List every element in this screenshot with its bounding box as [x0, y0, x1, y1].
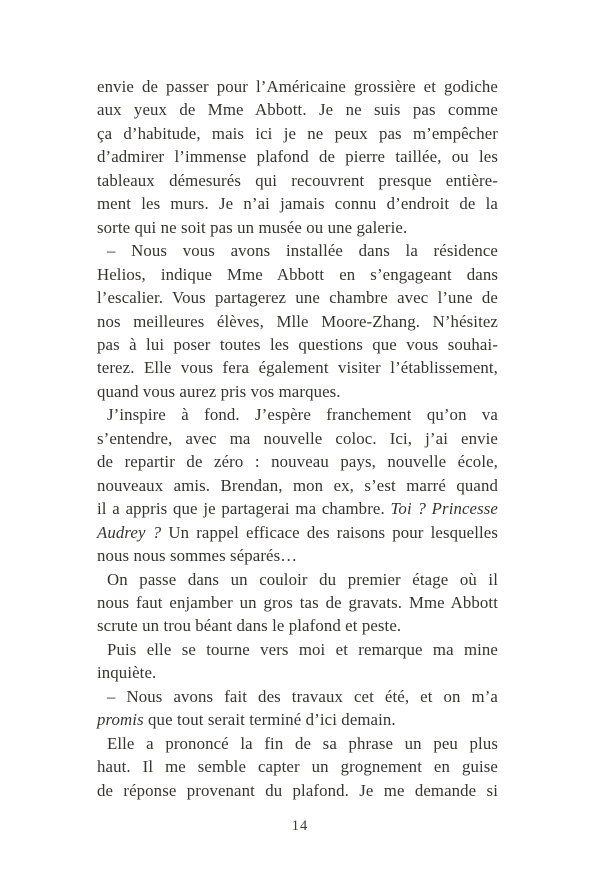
text-line — [97, 591, 498, 614]
text-segment: tableaux démesurés qui recouvrent presque entière- — [97, 170, 498, 190]
italic-text-segment: Toi ? Princesse — [390, 499, 498, 519]
text-line — [97, 755, 498, 778]
text-segment: aux yeux de Mme Abbott. Je ne suis pas comme — [97, 100, 498, 120]
text-line — [97, 497, 498, 520]
text-line — [97, 661, 498, 684]
text-line — [97, 403, 498, 426]
text-line — [97, 192, 498, 215]
text-segment: quand vous aurez pris vos marques. — [97, 381, 341, 401]
text-segment: sorte qui ne soit pas un musée ou une galerie. — [97, 217, 408, 237]
text-segment: On passe dans un couloir du premier étage où il — [107, 569, 498, 589]
text-segment: nous faut enjamber un gros tas de gravats. Mme Abbott — [97, 592, 498, 612]
text-segment: s’entendre, avec ma nouvelle coloc. Ici, j’ai envie — [97, 428, 498, 448]
italic-text-segment: Audrey ? — [97, 522, 169, 542]
text-line — [97, 98, 498, 121]
text-segment: il a appris que je partagerai ma chambre. — [97, 499, 391, 519]
text-line — [97, 450, 498, 473]
text-segment: ment les murs. Je n’ai jamais connu d’endroit de la — [97, 194, 498, 214]
text-line — [97, 216, 498, 239]
text-line — [97, 286, 498, 309]
text-line — [97, 239, 498, 262]
text-line — [97, 638, 498, 661]
text-line — [97, 544, 498, 567]
text-line — [97, 263, 498, 286]
text-line — [97, 333, 498, 356]
text-line — [97, 356, 498, 379]
text-line — [97, 474, 498, 497]
text-line — [97, 122, 498, 145]
text-segment: Puis elle se tourne vers moi et remarque ma mine — [107, 639, 498, 659]
text-segment: inquiète. — [97, 663, 157, 683]
text-segment: envie de passer pour l’Américaine grossière et godiche — [97, 77, 498, 96]
text-segment: – Nous avons fait des travaux cet été, et on m’a — [107, 686, 498, 706]
text-line — [97, 427, 498, 450]
text-line — [97, 75, 498, 98]
text-segment: Elle a prononcé la fin de sa phrase un peu plus — [107, 733, 498, 753]
text-segment: – Nous vous avons installée dans la résidence — [107, 241, 498, 261]
text-segment: scrute un trou béant dans le plafond et peste. — [97, 616, 402, 636]
text-line — [97, 685, 498, 708]
text-line — [97, 732, 498, 755]
text-segment: nous nous sommes séparés… — [97, 546, 298, 566]
text-line — [97, 614, 498, 637]
text-line — [97, 779, 498, 802]
text-segment: terez. Elle vous fera également visiter l’établissement, — [97, 358, 498, 378]
text-line — [97, 145, 498, 168]
text-segment: haut. Il me semble capter un grognement en guise — [97, 757, 498, 777]
text-segment: ça d’habitude, mais ici je ne peux pas m’empêcher — [97, 123, 498, 143]
text-line — [97, 310, 498, 333]
text-segment: pas à lui poser toutes les questions que vous souhai- — [97, 334, 498, 354]
text-segment: d’admirer l’immense plafond de pierre taillée, ou les — [97, 147, 498, 167]
text-block — [97, 75, 498, 802]
text-segment: nos meilleures élèves, Mlle Moore-Zhang. N’hésitez — [97, 311, 498, 331]
text-segment: l’escalier. Vous partagerez une chambre avec l’une de — [97, 288, 498, 308]
text-segment: de réponse provenant du plafond. Je me demande si — [97, 780, 498, 800]
text-segment: nouveaux amis. Brendan, mon ex, s’est marré quand — [97, 475, 498, 495]
text-segment: de repartir de zéro : nouveau pays, nouvelle école, — [97, 452, 498, 472]
text-line — [97, 568, 498, 591]
text-segment: J’inspire à fond. J’espère franchement qu’on va — [107, 405, 498, 425]
italic-text-segment: promis — [97, 710, 144, 730]
text-segment: que tout serait terminé d’ici demain. — [143, 710, 396, 730]
text-line — [97, 521, 498, 544]
text-line — [97, 708, 498, 731]
text-segment: Helios, indique Mme Abbott en s’engageant dans — [97, 264, 498, 284]
page-number: 14 — [291, 818, 309, 834]
text-line — [97, 380, 498, 403]
text-segment: Un rappel efficace des raisons pour lesquelles — [168, 522, 498, 542]
text-line — [97, 169, 498, 192]
